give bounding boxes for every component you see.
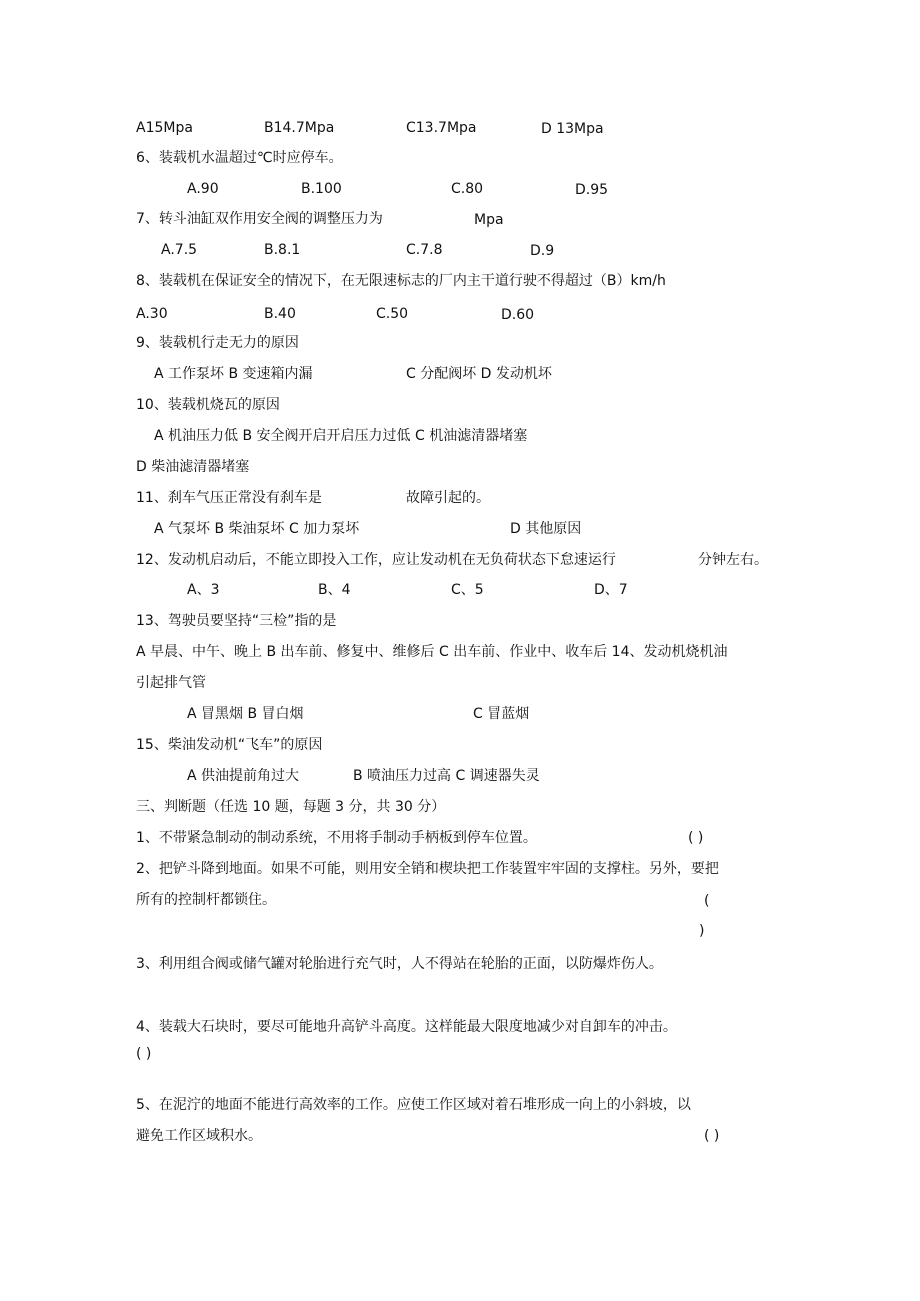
question-12: 12、发动机启动后，不能立即投入工作，应让发动机在无负荷状态下怠速运行 [136,552,616,568]
q14-options-ab: A 冒黑烟 B 冒白烟 [187,706,304,722]
q5-option-c: C13.7Mpa [406,120,477,136]
q5-option-a: A15Mpa [136,120,193,136]
q6-option-b: B.100 [301,181,342,197]
question-14-continued: 引起排气管 [136,675,206,691]
q12-option-d: D、7 [594,582,628,598]
question-10: 10、装载机烧瓦的原因 [136,397,280,413]
q7-option-a: A.7.5 [161,242,198,258]
question-11: 11、刹车气压正常没有刹车是 [136,490,322,506]
q6-option-a: A.90 [187,181,219,197]
q12-option-c: C、5 [451,582,484,598]
q12-option-a: A、3 [187,582,220,598]
judge-item-5-line2: 避免工作区域积水。 [136,1128,262,1144]
q7-option-c: C.7.8 [406,242,443,258]
q7-option-b: B.8.1 [264,242,301,258]
q9-options-ab: A 工作泵坏 B 变速箱内漏 [154,366,313,382]
section-3-title: 三、判断题（任选 10 题，每题 3 分，共 30 分） [136,799,446,815]
question-7: 7、转斗油缸双作用安全阀的调整压力为 [136,211,383,227]
q9-options-cd: C 分配阀坏 D 发动机坏 [406,366,552,382]
q12-option-b: B、4 [318,582,351,598]
judge-item-2-blank-close: ) [699,923,705,939]
q5-option-d: D 13Mpa [541,121,604,137]
q11-option-d: D 其他原因 [510,521,582,537]
q8-option-c: C.50 [376,306,409,322]
judge-item-4-blank: ( ) [136,1046,152,1062]
q8-option-b: B.40 [264,306,296,322]
question-13-options: A 早晨、中午、晚上 B 出车前、修复中、维修后 C 出车前、作业中、收车后 14、发动机烧机油 [136,644,728,660]
judge-item-3: 3、利用组合阀或储气罐对轮胎进行充气时，人不得站在轮胎的正面，以防爆炸伤人。 [136,956,663,972]
q15-option-a: A 供油提前角过大 [187,768,300,784]
question-7-unit: Mpa [474,212,504,228]
judge-item-1-blank: ( ) [688,830,704,846]
judge-item-5-line1: 5、在泥泞的地面不能进行高效率的工作。应使工作区域对着石堆形成一向上的小斜坡，以 [136,1097,691,1113]
q14-option-c: C 冒蓝烟 [473,706,530,722]
question-8: 8、装载机在保证安全的情况下，在无限速标志的厂内主干道行驶不得超过（B）km/h [136,273,666,289]
question-6: 6、装载机水温超过℃时应停车。 [136,150,343,166]
q8-option-a: A.30 [136,306,168,322]
question-12-tail: 分钟左右。 [698,552,768,568]
q8-option-d: D.60 [501,307,535,323]
judge-item-4: 4、装载大石块时，要尽可能地升高铲斗高度。这样能最大限度地减少对自卸车的冲击。 [136,1019,677,1035]
question-9: 9、装载机行走无力的原因 [136,335,299,351]
judge-item-1: 1、不带紧急制动的制动系统，不用将手制动手柄板到停车位置。 [136,830,537,846]
judge-item-2-line1: 2、把铲斗降到地面。如果不可能，则用安全销和楔块把工作装置牢牢固的支撑柱。另外，要把 [136,861,719,877]
q5-option-b: B14.7Mpa [264,120,335,136]
judge-item-2-line2: 所有的控制杆都锁住。 [136,892,276,908]
judge-item-2-blank-open: ( [704,893,710,909]
q10-options-line2: D 柴油滤清器堵塞 [136,459,250,475]
question-15: 15、柴油发动机“飞车”的原因 [136,737,323,753]
q6-option-c: C.80 [451,181,484,197]
q10-options-line1: A 机油压力低 B 安全阀开启开启压力过低 C 机油滤清器堵塞 [154,428,528,444]
question-11-tail: 故障引起的。 [406,490,490,506]
question-13: 13、驾驶员要坚持“三检”指的是 [136,613,337,629]
q7-option-d: D.9 [530,243,555,259]
q11-options-abc: A 气泵坏 B 柴油泵坏 C 加力泵坏 [154,521,360,537]
judge-item-5-blank: ( ) [704,1128,720,1144]
q15-options-bc: B 喷油压力过高 C 调速器失灵 [353,768,540,784]
q6-option-d: D.95 [575,182,609,198]
